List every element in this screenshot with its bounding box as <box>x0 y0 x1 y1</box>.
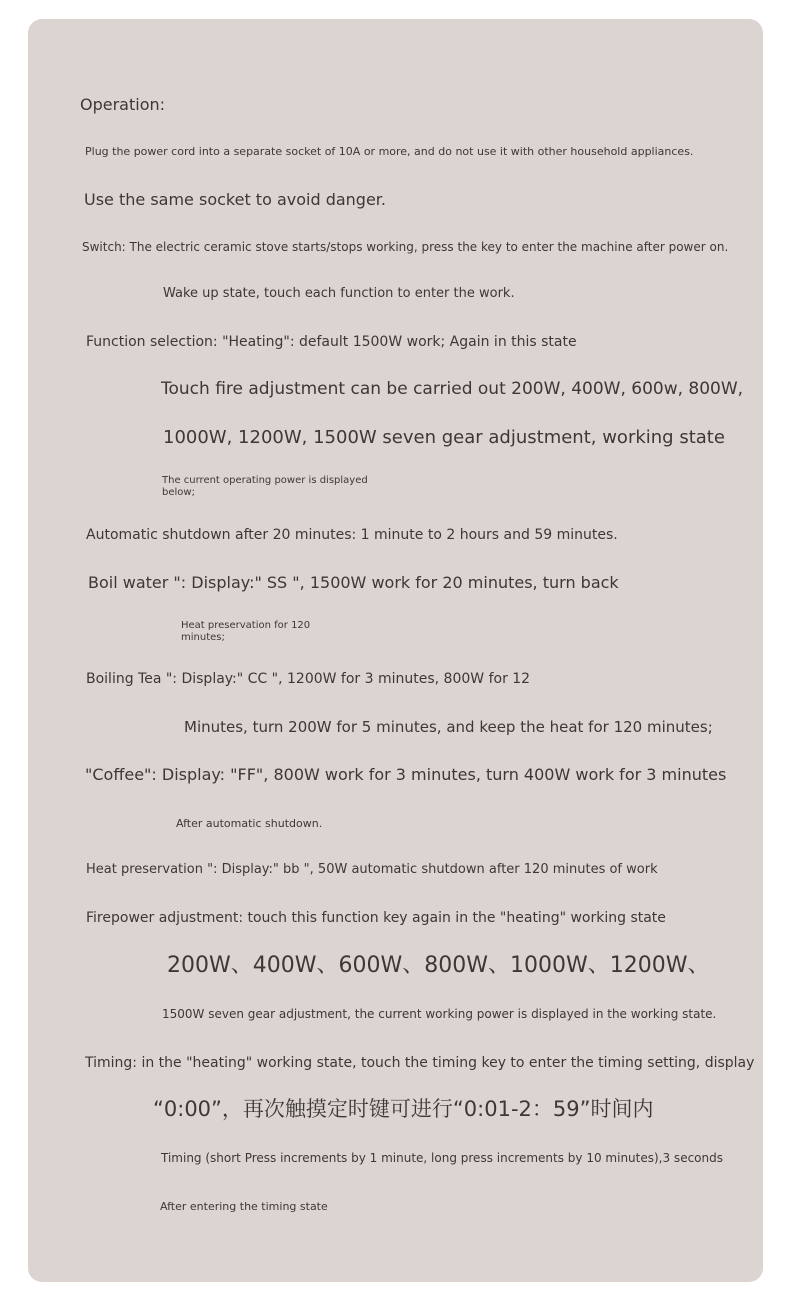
instruction-line-7: 1000W, 1200W, 1500W seven gear adjustment, working state <box>163 427 725 448</box>
instruction-line-13: Minutes, turn 200W for 5 minutes, and keep the heat for 120 minutes; <box>184 718 713 736</box>
instruction-line-18: 200W、400W、600W、800W、1000W、1200W、 <box>167 953 710 978</box>
instruction-line-16: Heat preservation ": Display:" bb ", 50W automatic shutdown after 120 minutes of work <box>86 862 658 877</box>
instruction-line-1: Plug the power cord into a separate socket of 10A or more, and do not use it with other household appliances. <box>85 145 694 158</box>
instruction-line-4: Wake up state, touch each function to enter the work. <box>163 286 515 301</box>
instruction-line-3: Switch: The electric ceramic stove starts/stops working, press the key to enter the machine after power on. <box>82 240 729 254</box>
instruction-line-20: Timing: in the "heating" working state, touch the timing key to enter the timing setting, display <box>85 1055 755 1071</box>
instruction-line-12: Boiling Tea ": Display:" CC ", 1200W for 3 minutes, 800W for 12 <box>86 671 531 687</box>
instruction-line-9: Automatic shutdown after 20 minutes: 1 minute to 2 hours and 59 minutes. <box>86 527 618 543</box>
instruction-line-21: “0:00”，再次触摸定时键可进行“0:01-2：59”时间内 <box>153 1097 654 1121</box>
instruction-line-10: Boil water ": Display:" SS ", 1500W work for 20 minutes, turn back <box>88 573 619 592</box>
instruction-line-23: After entering the timing state <box>160 1200 328 1213</box>
instruction-line-15: After automatic shutdown. <box>176 817 323 830</box>
instruction-line-5: Function selection: "Heating": default 1500W work; Again in this state <box>86 334 577 350</box>
operation-heading: Operation: <box>80 95 166 114</box>
instruction-line-17: Firepower adjustment: touch this function key again in the "heating" working state <box>86 910 666 926</box>
instruction-line-2: Use the same socket to avoid danger. <box>84 190 386 209</box>
instruction-line-6: Touch fire adjustment can be carried out 200W, 400W, 600w, 800W, <box>161 379 744 399</box>
instruction-line-11: Heat preservation for 120 minutes; <box>181 620 311 643</box>
instruction-line-8: The current operating power is displayed below; <box>162 475 368 498</box>
instruction-line-22: Timing (short Press increments by 1 minute, long press increments by 10 minutes),3 seconds <box>161 1151 723 1165</box>
instruction-line-14: "Coffee": Display: "FF", 800W work for 3 minutes, turn 400W work for 3 minutes <box>85 765 727 784</box>
instruction-line-19: 1500W seven gear adjustment, the current working power is displayed in the working state. <box>162 1007 717 1021</box>
